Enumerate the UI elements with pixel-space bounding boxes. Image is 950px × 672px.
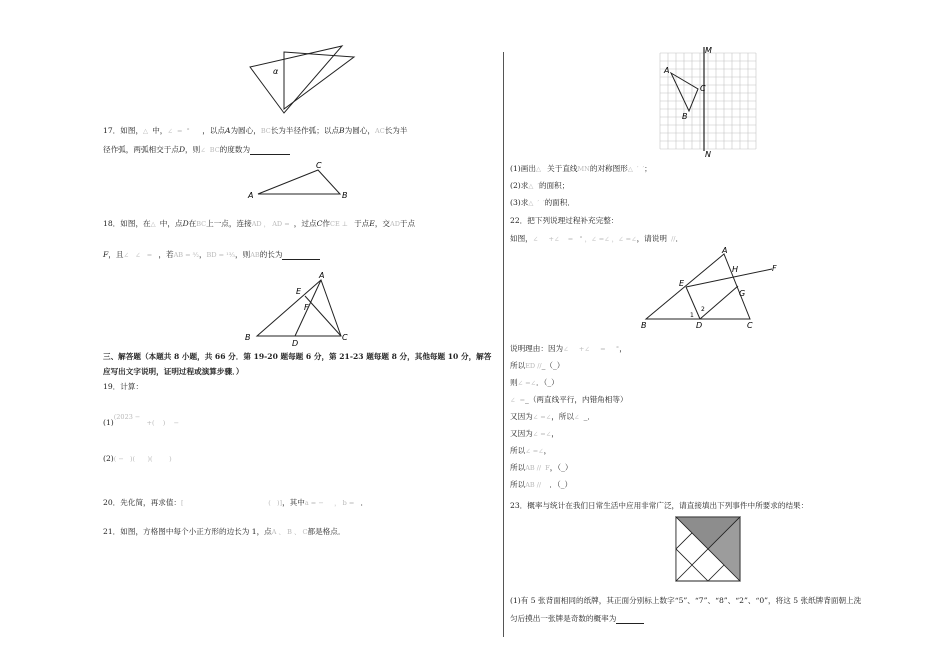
q21-text: 21．如图，方格图中每个小正方形的边长为 1，点A 、 B 、 C都是格点． (103, 527, 346, 536)
svg-text:B: B (342, 191, 348, 200)
svg-text:1: 1 (690, 312, 694, 319)
q23-part1-line1: (1)有 5 张背面相同的纸牌，其正面分别标上数字“5”、“7”、“8”、“2”、“0”，将这 5 张纸牌背面朝上洗 (510, 596, 862, 605)
q18-line2: F，且∠ ∠ = ，若AB = ⁵⁄₂，BD = ¹³⁄₃，则AB的长为 (103, 250, 320, 260)
section3-line1: 三、解答题（本题共 8 小题，共 66 分．第 19-20 题每题 6 分，第 21-23 题每题 8 分，其他每题 10 分，解答 (103, 352, 492, 361)
q21-part3: (3)求△ ′ ′的面积． (510, 198, 575, 207)
tangram-figure (676, 517, 746, 587)
svg-text:B: B (245, 333, 251, 342)
svg-text:C: C (747, 321, 753, 330)
svg-text:A: A (722, 246, 728, 255)
q22-line-2: 所以ED //_（_） (510, 361, 565, 370)
q19-title: 19．计算： (103, 382, 144, 391)
q22-title: 22．把下列说理过程补充完整： (510, 216, 619, 225)
q22-line-6: 又因为∠ =∠， (510, 429, 559, 438)
svg-text:A: A (248, 191, 254, 200)
alpha-label: α (273, 67, 279, 76)
q21-part1: (1)画出△ 关于直线MN的对称图形△ ′ ′； (510, 164, 652, 173)
svg-text:C: C (316, 161, 322, 170)
q23-title: 23．概率与统计在我们日常生活中应用非常广泛，请直接填出下列事件中所要求的结果： (510, 501, 809, 510)
q22-line-5: 又因为∠ =∠，所以∠ _． (510, 412, 595, 421)
q22-line-4: ∠ =_（两直线平行，内错角相等） (510, 395, 628, 404)
svg-text:G: G (739, 289, 746, 298)
q19-part2: (2)( − )( )( ) (103, 454, 172, 463)
q17-line2: 径作弧，两弧相交于点D，则∠ BC的度数为 (103, 145, 290, 155)
svg-text:F: F (304, 303, 309, 312)
q21-part2: (2)求△ ′的面积； (510, 181, 570, 190)
column-divider (503, 52, 504, 637)
q22-line-8: 所以AB // F，（_） (510, 463, 573, 472)
q17-line1: 17．如图，△ 中，∠ = ° ，以点A为圆心，BC长为半径作弧；以点B为圆心，AC长为半 (103, 126, 408, 135)
q22-figure (638, 247, 788, 332)
svg-text:M: M (705, 46, 712, 55)
q18-triangle-figure (243, 270, 363, 350)
grid-figure (660, 45, 760, 160)
svg-text:H: H (732, 265, 739, 274)
q23-answer-blank (616, 615, 644, 624)
svg-text:2: 2 (701, 306, 705, 313)
q17-answer-blank (250, 146, 290, 155)
q22-line-7: 所以∠ =∠， (510, 446, 552, 455)
q20-text: 20．先化简，再求值：[ ( )]，其中a = − ， b = ． (103, 498, 369, 507)
svg-text:C: C (342, 333, 348, 342)
svg-text:A: A (664, 66, 670, 75)
section3-line2: 应写出文字说明，证明过程或演算步骤．） (103, 367, 244, 376)
svg-text:F: F (772, 264, 777, 273)
svg-text:E: E (296, 287, 302, 296)
svg-text:D: D (292, 339, 299, 348)
q22-line-1: 说明理由：因为∠ +∠ = °， (510, 344, 627, 353)
svg-text:C: C (700, 84, 706, 93)
q22-line-3: 则∠ =∠．（_） (510, 378, 559, 387)
svg-text:A: A (319, 271, 325, 280)
q18-answer-blank (282, 251, 320, 260)
angle-alpha-figure (248, 43, 358, 118)
svg-text:D: D (696, 321, 703, 330)
q17-triangle-figure (248, 160, 358, 200)
svg-text:N: N (705, 150, 711, 159)
q22-intro: 如图，∠ +∠ = ° ，∠ =∠ ，∠ =∠，请说明 //． (510, 234, 684, 243)
svg-text:B: B (682, 112, 688, 121)
svg-text:E: E (679, 279, 685, 288)
svg-text:B: B (641, 321, 647, 330)
q19-part1: (1)(2023 − +( ) − (103, 413, 180, 427)
q22-line-9: 所以AB // ．（_） (510, 480, 573, 489)
q23-part1-line2: 匀后摸出一张牌是奇数的概率为 (510, 614, 644, 624)
q18-line1: 18．如图，在△ 中，点D在BC上一点，连接AD ， AD = ，过点C作CE ⊥ 于点E，交AD于点 (103, 219, 416, 228)
